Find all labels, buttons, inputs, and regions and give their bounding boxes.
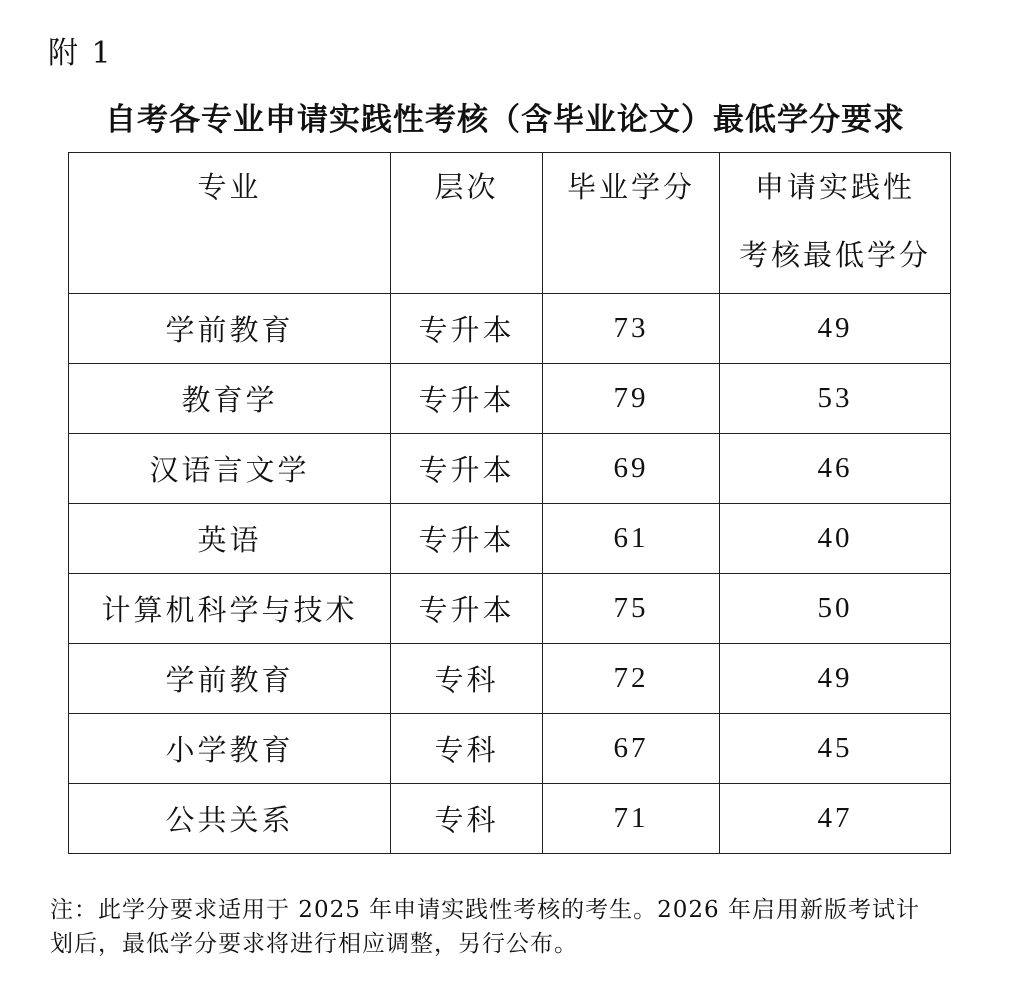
cell-min-credits: 45	[720, 714, 951, 784]
header-major: 专业	[69, 153, 391, 294]
table-row	[69, 294, 951, 364]
header-level: 层次	[391, 153, 543, 294]
cell-graduation-credits: 79	[543, 364, 720, 434]
cell-level: 专升本	[391, 504, 543, 574]
table-row	[69, 714, 951, 784]
cell-min-credits: 49	[720, 644, 951, 714]
header-min-credits-line2: 考核最低学分	[738, 238, 931, 272]
cell-major: 教育学	[69, 364, 391, 434]
cell-level: 专科	[391, 644, 543, 714]
cell-major: 汉语言文学	[69, 434, 391, 504]
table-row	[69, 364, 951, 434]
credit-requirements-table	[68, 152, 951, 854]
cell-major: 计算机科学与技术	[69, 574, 391, 644]
cell-graduation-credits: 71	[543, 784, 720, 854]
cell-major: 学前教育	[69, 644, 391, 714]
footnote-line1: 注：此学分要求适用于 2025 年申请实践性考核的考生。2026 年启用新版考试计	[50, 897, 920, 923]
table-row	[69, 644, 951, 714]
cell-graduation-credits: 75	[543, 574, 720, 644]
cell-level: 专科	[391, 714, 543, 784]
cell-graduation-credits: 69	[543, 434, 720, 504]
cell-graduation-credits: 67	[543, 714, 720, 784]
cell-major: 学前教育	[69, 294, 391, 364]
header-graduation-credits: 毕业学分	[543, 153, 720, 294]
cell-min-credits: 53	[720, 364, 951, 434]
appendix-label: 附 1	[48, 36, 113, 71]
footnote-line2: 划后，最低学分要求将进行相应调整，另行公布。	[50, 931, 578, 957]
cell-min-credits: 40	[720, 504, 951, 574]
cell-major: 小学教育	[69, 714, 391, 784]
table-row	[69, 784, 951, 854]
cell-level: 专升本	[391, 574, 543, 644]
footnote	[50, 893, 980, 961]
cell-level: 专升本	[391, 294, 543, 364]
cell-level: 专科	[391, 784, 543, 854]
table-header-row	[69, 153, 951, 294]
table-row	[69, 434, 951, 504]
cell-graduation-credits: 73	[543, 294, 720, 364]
cell-level: 专升本	[391, 434, 543, 504]
cell-graduation-credits: 61	[543, 504, 720, 574]
document-title: 自考各专业申请实践性考核（含毕业论文）最低学分要求	[105, 102, 905, 138]
header-min-credits-line1: 申请实践性	[754, 170, 915, 204]
table-row	[69, 504, 951, 574]
cell-min-credits: 46	[720, 434, 951, 504]
cell-min-credits: 49	[720, 294, 951, 364]
cell-min-credits: 47	[720, 784, 951, 854]
cell-major: 英语	[69, 504, 391, 574]
header-min-credits	[720, 153, 951, 294]
table-row	[69, 574, 951, 644]
cell-level: 专升本	[391, 364, 543, 434]
cell-min-credits: 50	[720, 574, 951, 644]
cell-graduation-credits: 72	[543, 644, 720, 714]
cell-major: 公共关系	[69, 784, 391, 854]
